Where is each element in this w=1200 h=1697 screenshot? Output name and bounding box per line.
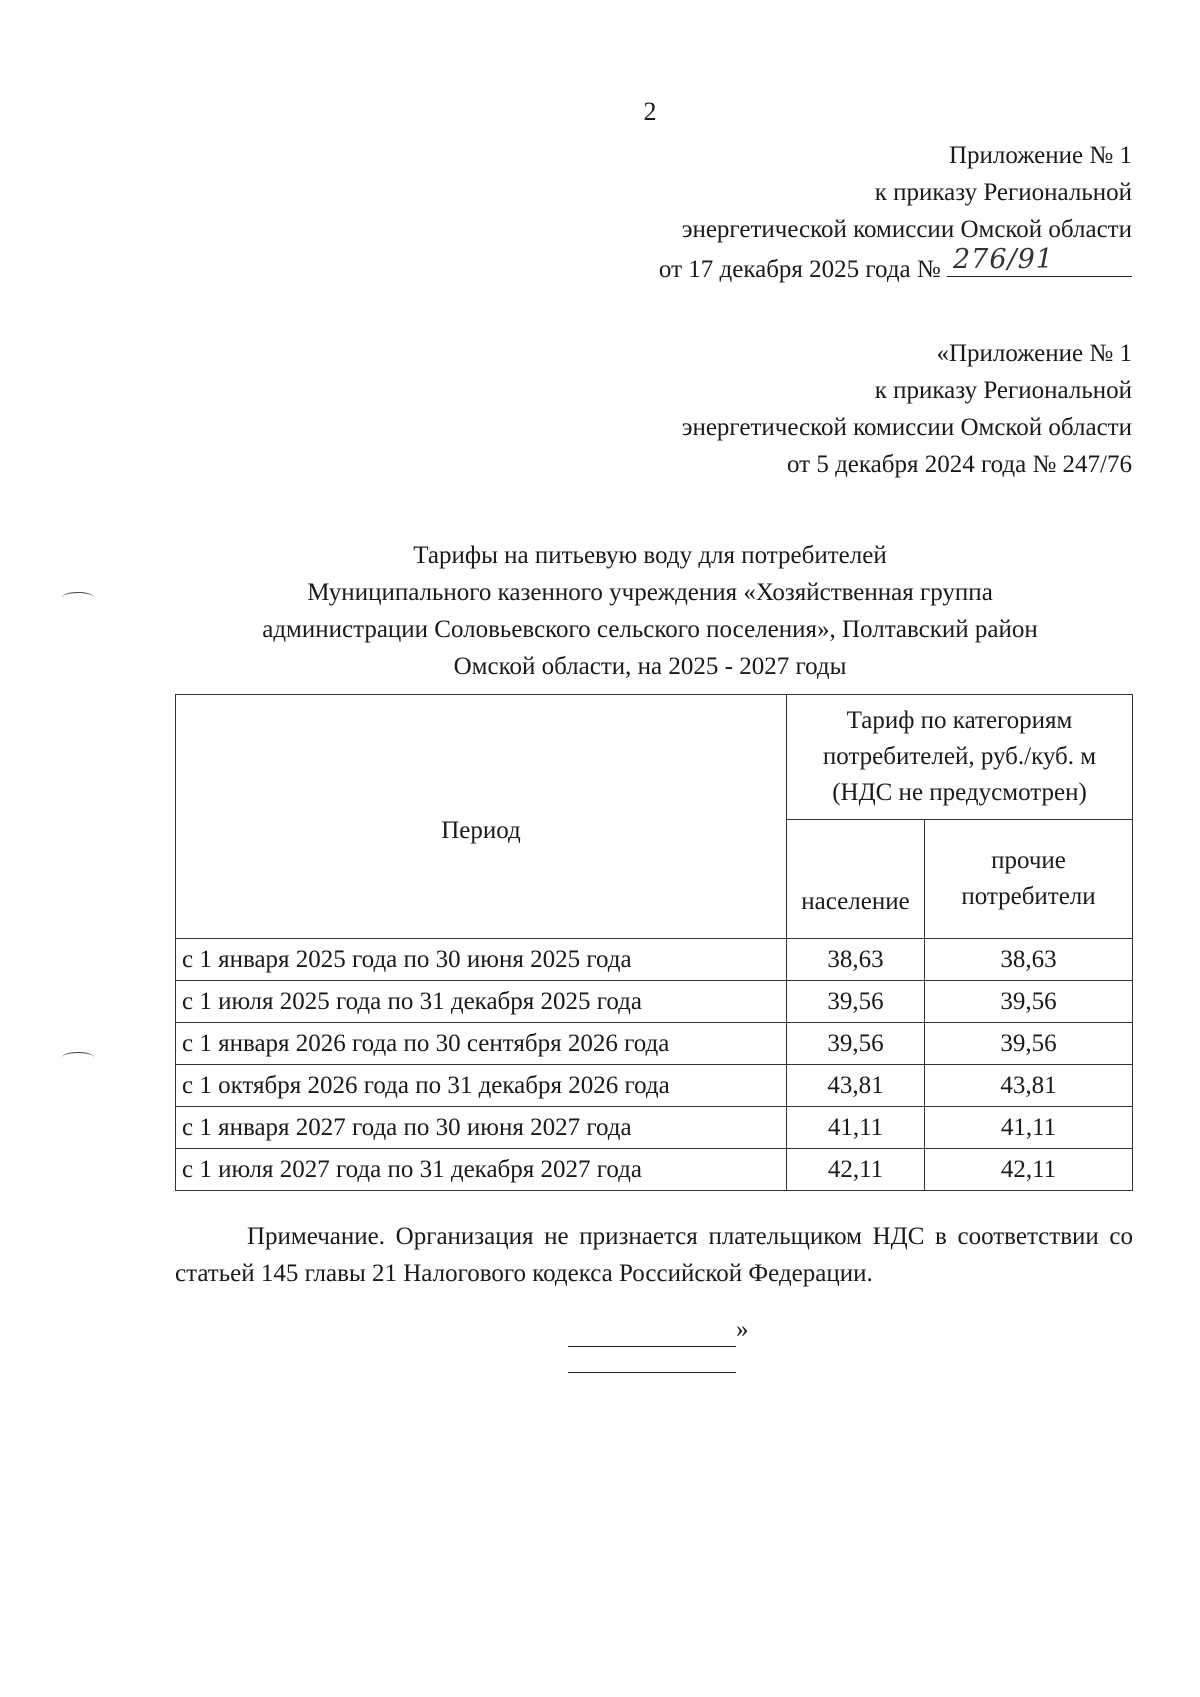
population-value: 42,11 xyxy=(787,1149,925,1191)
other-value: 41,11 xyxy=(925,1107,1133,1149)
title-line4: Омской области, на 2025 - 2027 годы xyxy=(453,653,847,680)
period-cell: с 1 января 2025 года по 30 июня 2025 года xyxy=(176,939,787,981)
header-tariff-line1: Тариф по категориям xyxy=(846,707,1073,734)
population-value: 39,56 xyxy=(787,1023,925,1065)
table-header-row xyxy=(176,695,1133,820)
title-line1: Тарифы на питьевую воду для потребителей xyxy=(413,542,887,569)
table-row xyxy=(176,981,1133,1023)
table-row xyxy=(176,939,1133,981)
appendix-old-line1: «Приложение № 1 xyxy=(936,340,1132,367)
appendix-new-line3: энергетической комиссии Омской области xyxy=(681,216,1132,243)
header-tariff xyxy=(787,695,1133,820)
table-row xyxy=(176,1023,1133,1065)
population-value: 39,56 xyxy=(787,981,925,1023)
other-value: 39,56 xyxy=(925,1023,1133,1065)
appendix-old-line2: к приказу Региональной xyxy=(874,377,1132,404)
binding-mark xyxy=(62,1052,94,1063)
other-value: 42,11 xyxy=(925,1149,1133,1191)
population-value: 41,11 xyxy=(787,1107,925,1149)
population-value: 43,81 xyxy=(787,1065,925,1107)
table-row xyxy=(176,1149,1133,1191)
header-tariff-line3: (НДС не предусмотрен) xyxy=(832,779,1087,806)
population-value: 38,63 xyxy=(787,939,925,981)
closing-underline xyxy=(568,1322,736,1347)
table-row xyxy=(176,1107,1133,1149)
appendix-header-old xyxy=(682,335,1132,483)
separator-line xyxy=(568,1372,736,1373)
appendix-new-line4 xyxy=(658,244,1132,288)
header-other-line1: прочие xyxy=(991,847,1066,874)
handwritten-order-number: 276/91 xyxy=(953,244,1054,275)
page-number: 2 xyxy=(643,97,657,126)
title-line3: администрации Соловьевского сельского поселения», Полтавский район xyxy=(262,616,1038,643)
other-value: 39,56 xyxy=(925,981,1133,1023)
table-row xyxy=(176,1065,1133,1107)
appendix-new-line1: Приложение № 1 xyxy=(948,142,1132,169)
header-other-consumers xyxy=(925,820,1133,939)
header-tariff-line2: потребителей, руб./куб. м xyxy=(822,743,1097,770)
other-value: 38,63 xyxy=(925,939,1133,981)
closing-quote: » xyxy=(736,1316,749,1343)
document-title xyxy=(0,537,1200,685)
appendix-header-new xyxy=(659,137,1132,288)
header-other-line2: потребители xyxy=(961,883,1096,910)
appendix-new-line2: к приказу Региональной xyxy=(874,179,1132,206)
period-cell: с 1 января 2027 года по 30 июня 2027 года xyxy=(176,1107,787,1149)
tariff-table xyxy=(175,694,1133,1191)
title-line2: Муниципального казенного учреждения «Хозяйственная группа xyxy=(307,579,993,606)
other-value: 43,81 xyxy=(925,1065,1133,1107)
period-cell: с 1 января 2026 года по 30 сентября 2026 года xyxy=(176,1023,787,1065)
appendix-new-date: от 17 декабря 2025 года № xyxy=(658,256,941,283)
appendix-old-line3: энергетической комиссии Омской области xyxy=(681,414,1132,441)
appendix-old-line4: от 5 декабря 2024 года № 247/76 xyxy=(786,451,1132,478)
period-cell: с 1 июля 2027 года по 31 декабря 2027 года xyxy=(176,1149,787,1191)
header-population: население xyxy=(787,820,925,939)
period-cell: с 1 октября 2026 года по 31 декабря 2026 года xyxy=(176,1065,787,1107)
binding-mark xyxy=(62,592,94,603)
order-number-field xyxy=(947,244,1132,277)
period-cell: с 1 июля 2025 года по 31 декабря 2025 года xyxy=(176,981,787,1023)
vat-note: Примечание. Организация не признается плательщиком НДС в соответствии со статьей 145 главы 21 Налогового кодекса Российской Федерации. xyxy=(175,1223,1133,1287)
header-period: Период xyxy=(176,695,787,939)
